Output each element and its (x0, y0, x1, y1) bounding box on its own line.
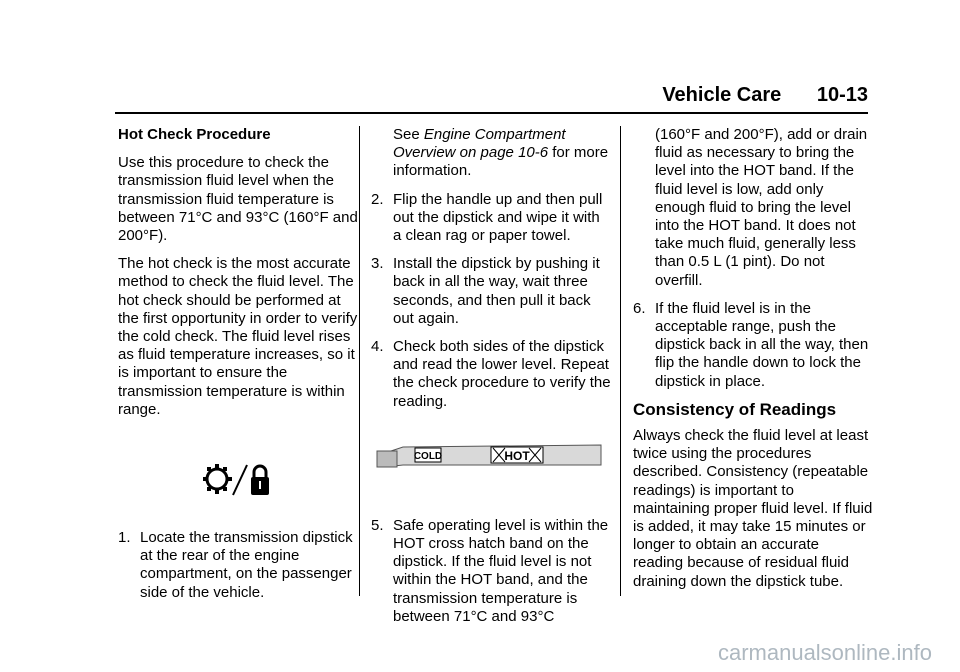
subsection-heading: Consistency of Readings (633, 399, 837, 419)
step-number: 1. (118, 529, 131, 547)
paragraph: The hot check is the most accurate method to check the fluid level. The hot check should be performed at the first opportunity in order to verify the cold check. The fluid level rises as fluid temperature increases, so it is important to ensure the transmission temperature is within range. (118, 255, 358, 418)
warning-symbols (118, 429, 358, 529)
step-number: 6. (633, 299, 646, 317)
section-heading: Hot Check Procedure (118, 126, 271, 143)
step-text: Check both sides of the dipstick and read the lower level. Repeat the check procedure to verify the reading. (393, 338, 611, 410)
transmission-lock-icon (203, 459, 273, 499)
header-rule (115, 112, 868, 114)
column-1 (118, 126, 358, 612)
continued-text: for more information. (393, 144, 609, 180)
paragraph: Use this procedure to check the transmission fluid level when the transmission fluid temperature is between 71°C and 93°C (160°F and 200°F). (118, 154, 358, 245)
step-text: Locate the transmission dipstick at the rear of the engine compartment, on the passenger side of the vehicle. (140, 529, 353, 601)
dipstick-illustration (371, 421, 611, 511)
page-header (662, 84, 868, 107)
hot-label: HOT (504, 448, 530, 463)
step-number: 4. (371, 338, 384, 356)
step-3 (371, 255, 611, 328)
step-text: If the fluid level is in the acceptable range, push the dipstick back in all the way, then flip the handle down to lock the dipstick in place. (655, 299, 869, 390)
column-divider (359, 126, 360, 596)
see-text: See (393, 126, 424, 143)
dipstick-graphic (371, 421, 611, 501)
cross-reference-link[interactable]: Engine Compartment Overview on page 10-6 (393, 126, 566, 162)
step-5-continued: (160°F and 200°F), add or drain fluid as necessary to bring the level into the HOT band. If the fluid level is low, add only enough fluid to bring the level into the HOT band. It does not take much fluid, generally less than 0.5 L (1 pint). Do not overfill. (655, 126, 868, 289)
step-number: 5. (371, 516, 384, 534)
column-3 (633, 126, 873, 601)
section-title: Vehicle Care (662, 84, 782, 106)
step-number: 2. (371, 190, 384, 208)
column-2 (371, 126, 611, 636)
watermark: carmanualsonline.info (717, 640, 932, 665)
step-6 (633, 300, 873, 391)
step-1-continued (371, 126, 611, 181)
step-5 (371, 517, 611, 626)
step-text: Flip the handle up and then pull out the dipstick and wipe it with a clean rag or paper towel. (393, 190, 603, 245)
step-1 (118, 529, 358, 602)
step-2 (371, 191, 611, 246)
step-4 (371, 338, 611, 411)
cold-label: COLD (413, 450, 443, 462)
step-text: Safe operating level is within the HOT cross hatch band on the dipstick. If the fluid level is not within the HOT band, and the transmission temperature is between 71°C and 93°C (393, 516, 609, 625)
step-text: Install the dipstick by pushing it back in all the way, wait three seconds, and then pull it back out again. (393, 255, 600, 327)
paragraph: Always check the fluid level at least twice using the procedures described. Consistency (repeatable readings) is important to maintaining proper fluid level. If fluid is added, it may take 15 minutes or longer to obtain an accurate reading because of residual fluid draining down the dipstick tube. (633, 427, 873, 590)
column-divider (620, 126, 621, 596)
page-number: 10-13 (816, 84, 868, 106)
step-number: 3. (371, 255, 384, 273)
